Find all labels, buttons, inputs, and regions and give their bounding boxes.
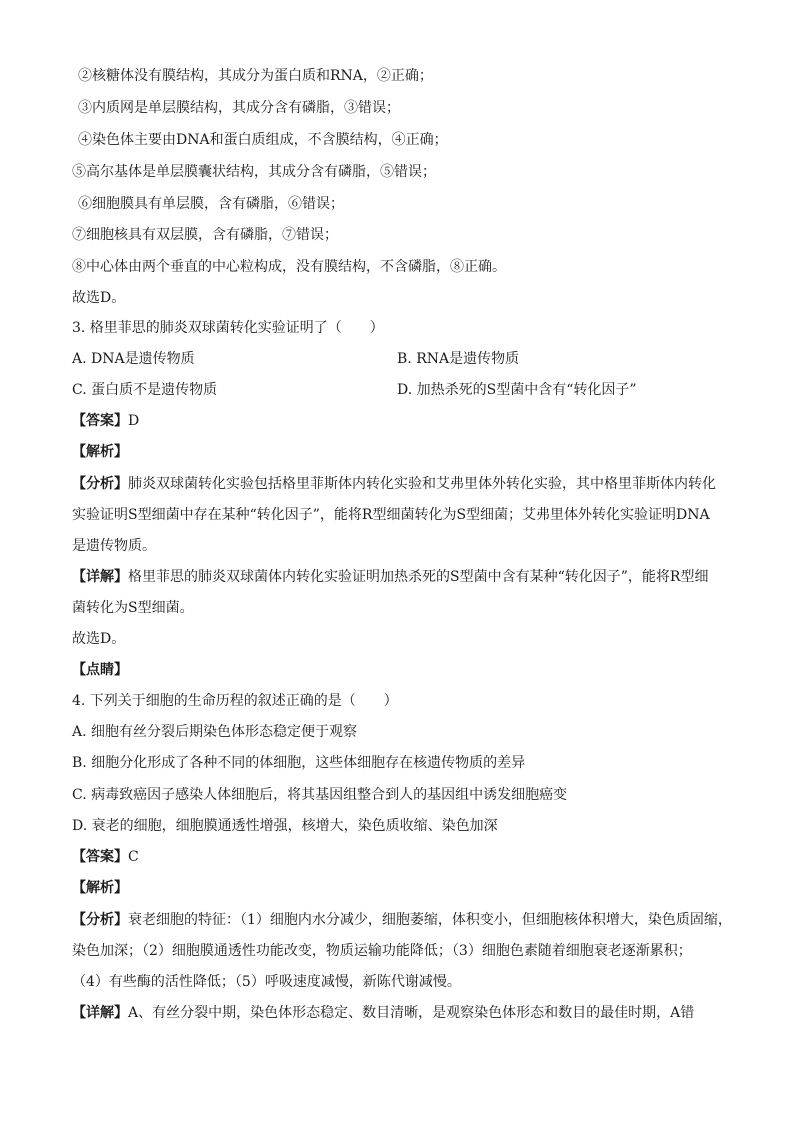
q3-option-c: C. 蛋白质不是遗传物质 [72,382,218,398]
q4-xiangjie-line-1 [72,1003,732,1023]
q3-fenxi-line-2: 实验证明S型细菌中存在某种“转化因子”，能将R型细菌转化为S型细菌；艾弗里体外转化实验证明DNA [72,507,710,523]
xiangjie-label: 【详解】 [72,569,128,585]
answer-value: C [128,849,139,865]
q4-fenxi-line-1 [72,910,732,930]
q4-option-a: A. 细胞有丝分裂后期染色体形态稳定便于观察 [72,724,358,740]
fenxi-label: 【分析】 [72,912,128,928]
q4-option-d: D. 衰老的细胞，细胞膜通透性增强，核增大，染色质收缩、染色加深 [72,818,498,834]
q4-option-b: B. 细胞分化形成了各种不同的体细胞，这些体细胞存在核遗传物质的差异 [72,755,526,771]
text-line-2: ③内质网是单层膜结构，其成分含有磷脂，③错误； [78,100,400,116]
text-line-4: ⑤高尔基体是单层膜囊状结构，其成分含有磷脂，⑤错误； [72,164,436,180]
q3-xiangjie-line-2: 菌转化为S型细菌。 [72,600,194,616]
q4-analysis-label: 【解析】 [72,880,128,896]
q4-fenxi-line-2: 染色加深；（2）细胞膜通透性功能改变，物质运输功能降低；（3）细胞色素随着细胞衰老逐渐累积； [72,943,692,959]
text-line-8: 故选D。 [72,290,126,306]
xiangjie-text: A、有丝分裂中期，染色体形态稳定、数目清晰，是观察染色体形态和数目的最佳时期，A错 [128,1005,695,1021]
q3-choose: 故选D。 [72,631,126,647]
q3-fenxi-line-3: 是遗传物质。 [72,538,156,554]
answer-label: 【答案】 [72,849,128,865]
q3-option-a: A. DNA是遗传物质 [72,351,195,367]
q4-answer [72,847,732,867]
answer-label: 【答案】 [72,413,128,429]
xiangjie-label: 【详解】 [72,1005,128,1021]
fenxi-text: 肺炎双球菌转化实验包括格里菲斯体内转化实验和艾弗里体外转化实验，其中格里菲斯体内转化 [128,476,716,492]
text-line-7: ⑧中心体由两个垂直的中心粒构成，没有膜结构，不含磷脂，⑧正确。 [72,259,506,275]
question-4: 4. 下列关于细胞的生命历程的叙述正确的是（ ） [72,693,398,709]
q3-option-b: B. RNA是遗传物质 [397,351,520,367]
q3-xiangjie-line-1 [72,567,732,587]
q3-dianjing-label: 【点睛】 [72,662,128,678]
question-3: 3. 格里菲思的肺炎双球菌转化实验证明了（ ） [72,320,384,336]
xiangjie-text: 格里菲思的肺炎双球菌体内转化实验证明加热杀死的S型菌中含有某种“转化因子”，能将R型细 [128,569,709,585]
q4-fenxi-line-3: （4）有些酶的活性降低；（5）呼吸速度减慢，新陈代谢减慢。 [72,974,461,990]
q3-fenxi-line-1 [72,474,732,494]
fenxi-text: 衰老细胞的特征：（1）细胞内水分减少，细胞萎缩，体积变小，但细胞核体积增大，染色质固缩， [128,912,732,928]
answer-value: D [128,413,140,429]
q3-option-d: D. 加热杀死的S型菌中含有“转化因子” [397,382,637,398]
text-line-6: ⑦细胞核具有双层膜，含有磷脂，⑦错误； [72,227,338,243]
text-line-5: ⑥细胞膜具有单层膜，含有磷脂，⑥错误； [78,196,344,212]
text-line-1: ②核糖体没有膜结构，其成分为蛋白质和RNA，②正确； [78,68,433,84]
fenxi-label: 【分析】 [72,476,128,492]
q4-option-c: C. 病毒致癌因子感染人体细胞后，将其基因组整合到人的基因组中诱发细胞癌变 [72,787,568,803]
q3-answer [72,411,732,431]
text-line-3: ④染色体主要由DNA和蛋白质组成，不含膜结构，④正确； [78,132,448,148]
q3-analysis-label: 【解析】 [72,444,128,460]
